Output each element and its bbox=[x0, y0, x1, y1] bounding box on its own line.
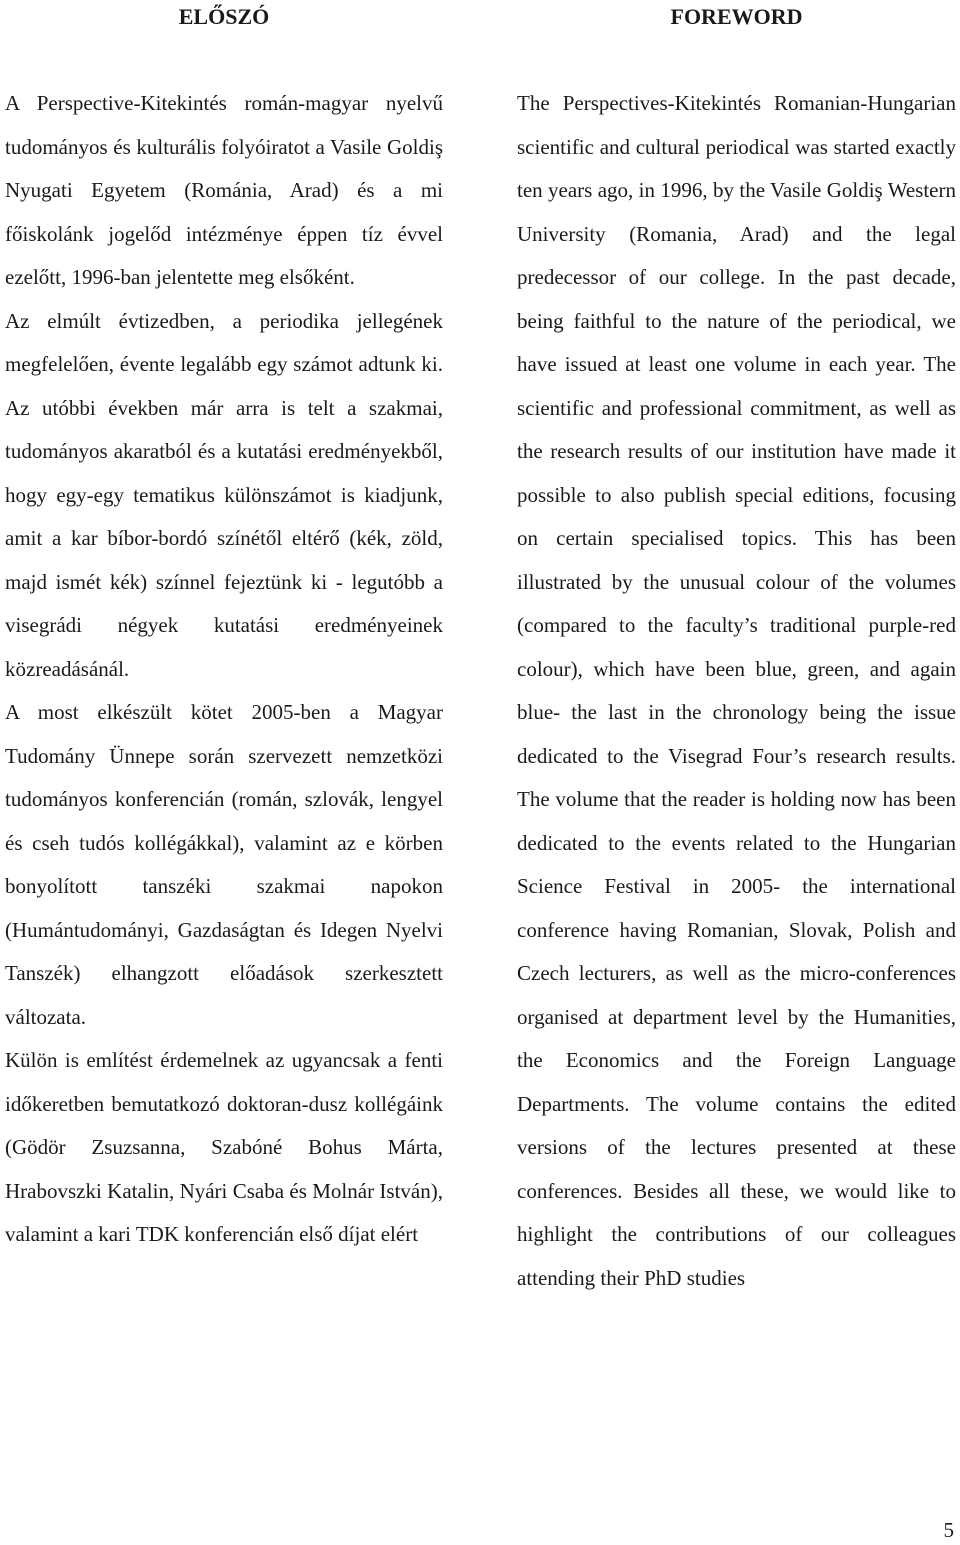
page-number: 5 bbox=[943, 1518, 954, 1542]
english-paragraph: The Perspectives-Kitekintés Romanian-Hungarian scientific and cultural periodical was started exactly ten years ago, in 1996, by the Vasile Goldiş Western University (Romania, Arad) and the legal predecessor of our college. In the past decade, being faithful to the nature of the periodical, we have issued at least one volume in each year. The scientific and professional commitment, as well as the research results of our institution have made it possible to also publish special editions, focusing on certain specialised topics. This has been illustrated by the unusual colour of the volumes (compared to the faculty’s traditional purple-red colour), which have been blue, green, and again blue- the last in the chronology being the issue dedicated to the Visegrad Four’s research results. The volume that the reader is holding now has been dedicated to the events related to the Hungarian Science Festival in 2005- the international conference having Romanian, Slovak, Polish and Czech lecturers, as well as the micro-conferences organised at department level by the Humanities, the Economics and the Foreign Language Departments. The volume contains the edited versions of the lectures presented at these conferences. Besides all these, we would like to highlight the contributions of our colleagues attending their PhD studies bbox=[517, 91, 956, 1290]
hungarian-paragraph: Az elmúlt évtizedben, a periodika jellegének megfelelően, évente legalább egy számot adtunk ki. Az utóbbi években már arra is telt a szakmai, tudományos akaratból és a kutatási eredményekből, hogy egy-egy tematikus különszámot is kiadjunk, amit a kar bíbor-bordó színétől eltérő (kék, zöld, majd ismét kék) színnel fejeztünk ki - legutóbb a visegrádi négyek kutatási eredményeinek közreadásánál. bbox=[5, 308, 443, 681]
english-body bbox=[517, 82, 956, 1300]
hungarian-paragraph: Külön is említést érdemelnek az ugyancsak a fenti időkeretben bemutatkozó doktoran-dusz kollégáink (Gödör Zsuzsanna, Szabóné Bohus Márta, Hrabovszki Katalin, Nyári Csaba és Molnár István), valamint a kari TDK konferencián első díjat elért bbox=[5, 1048, 443, 1246]
hungarian-paragraph: A Perspective-Kitekintés román-magyar nyelvű tudományos és kulturális folyóiratot a Vasile Goldiş Nyugati Egyetem (Románia, Arad) és a mi főiskolánk jogelőd intézménye éppen tíz évvel ezelőtt, 1996-ban jelentette meg elsőként. bbox=[5, 91, 443, 289]
hungarian-body bbox=[5, 82, 443, 1257]
hungarian-paragraph: A most elkészült kötet 2005-ben a Magyar Tudomány Ünnepe során szervezett nemzetközi tudományos konferencián (román, szlovák, lengyel és cseh tudós kollégákkal), valamint az e körben bonyolított tanszéki szakmai napokon (Humántudományi, Gazdaságtan és Idegen Nyelvi Tanszék) elhangzott előadások szerkesztett változata. bbox=[5, 700, 443, 1029]
hungarian-heading: ELŐSZÓ bbox=[178, 4, 270, 29]
english-heading: FOREWORD bbox=[670, 4, 803, 29]
